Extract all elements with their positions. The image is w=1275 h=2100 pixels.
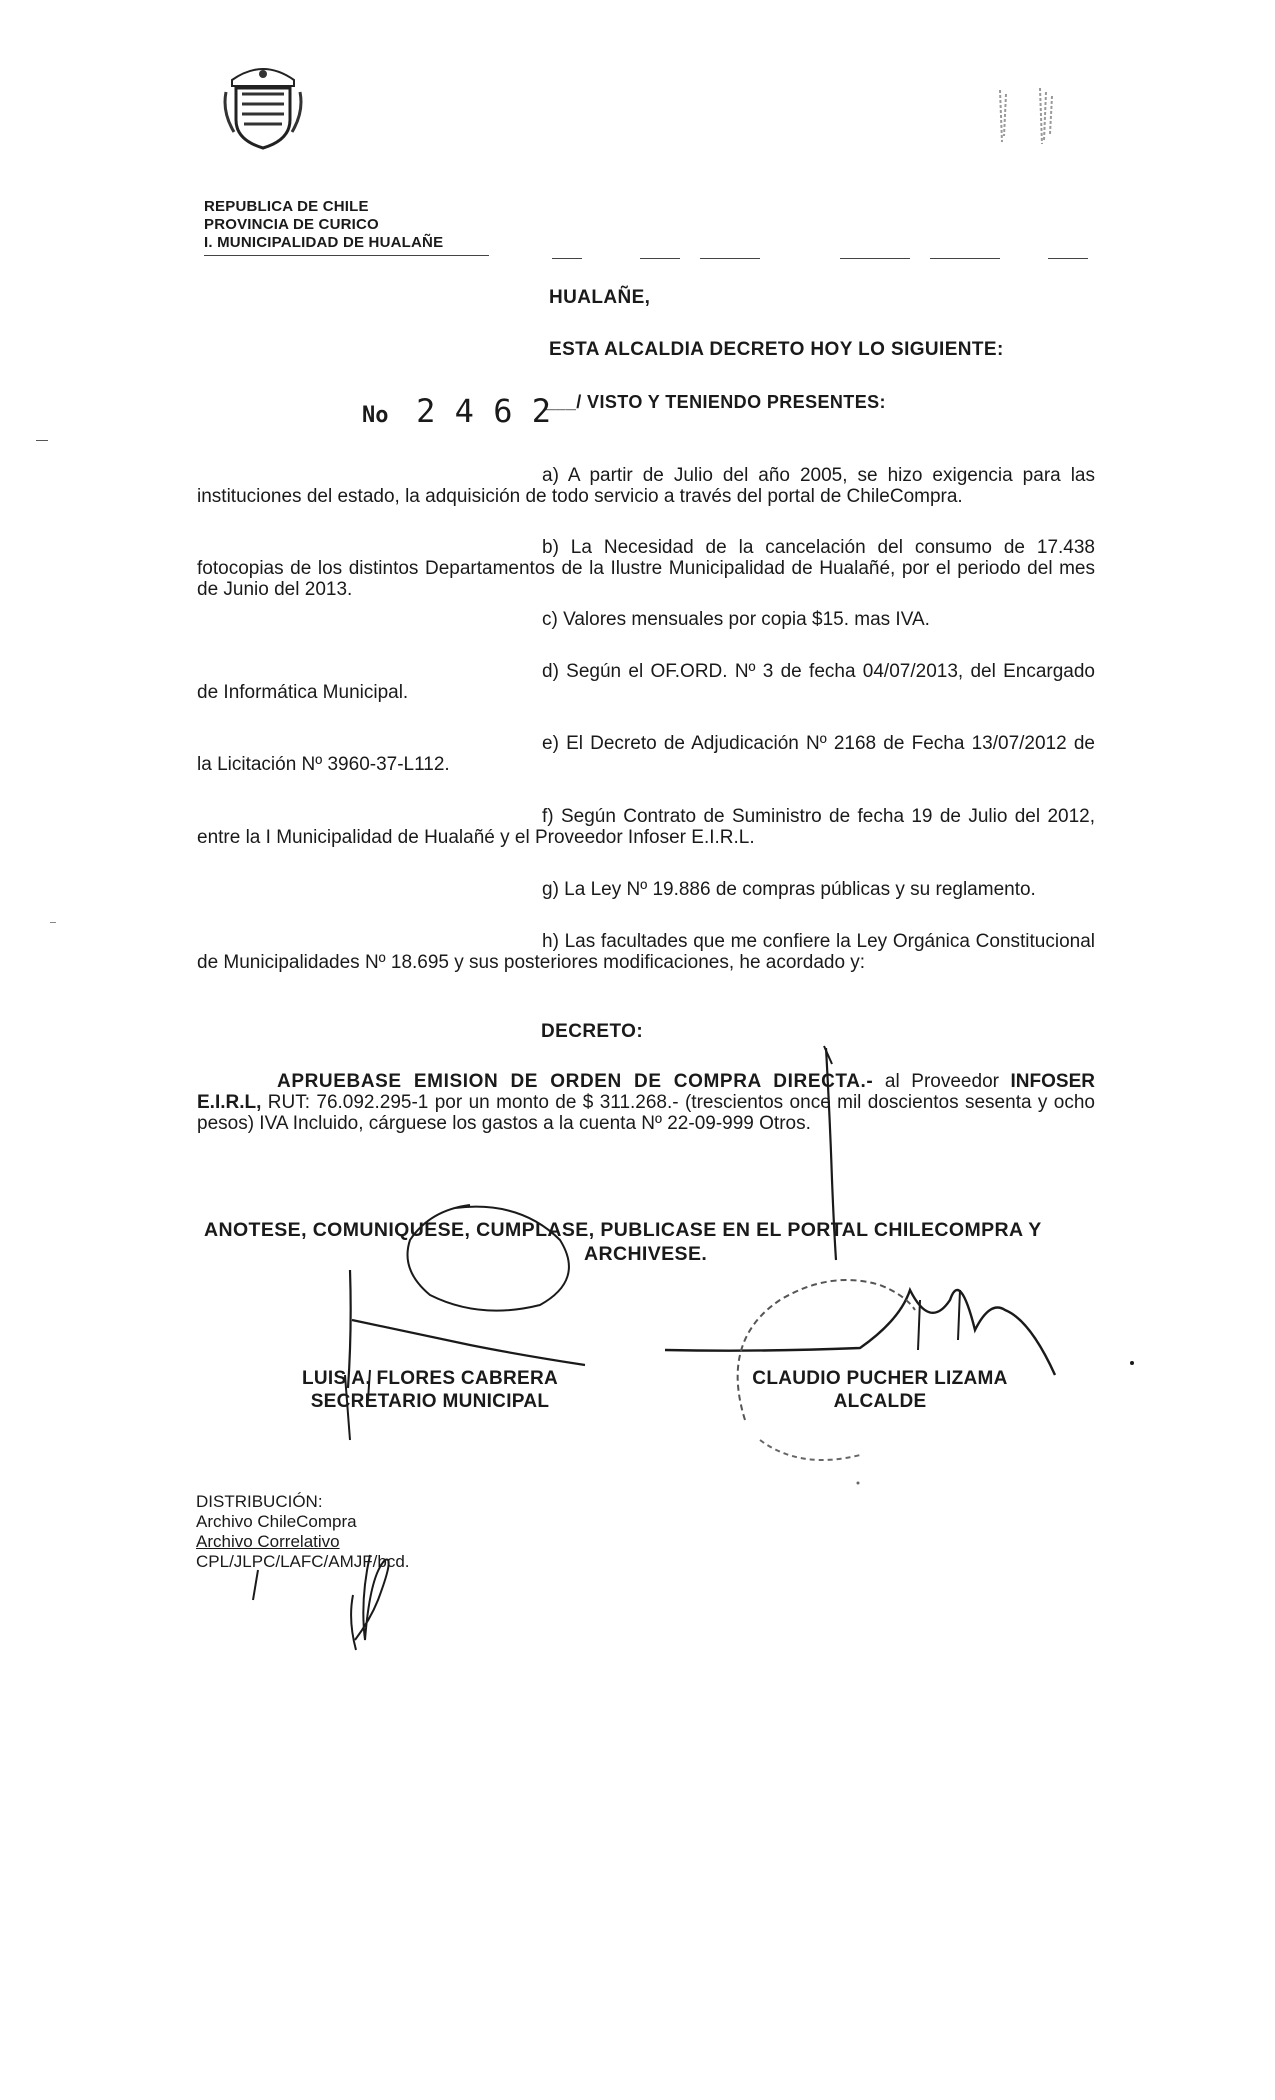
- secretary-role: SECRETARIO MUNICIPAL: [310, 1391, 550, 1412]
- secretary-name: LUIS A. FLORES CABRERA: [301, 1368, 559, 1389]
- decree-number-value: 2 4 6 2: [416, 392, 551, 430]
- item-d: d) Según el OF.ORD. Nº 3 de fecha 04/07/2013, del Encargado de Informática Municipal.: [197, 661, 1095, 703]
- distribution-line-1: Archivo ChileCompra: [196, 1512, 357, 1531]
- item-h: h) Las facultades que me confiere la Ley Orgánica Constitucional de Municipalidades Nº 18.695 y sus posteriores modificaciones, he acordado y:: [197, 931, 1095, 973]
- date-line-3: [700, 258, 760, 259]
- left-margin-dots: [50, 922, 56, 923]
- faint-stamp-marks: [994, 86, 1064, 146]
- decreto-provider: INFOSER E.I.R.L,: [197, 1071, 1095, 1113]
- decreto-rest: RUT: 76.092.295-1 por un monto de $ 311.268.- (trescientos once mil doscientos sesenta y ocho pesos) IVA Incluido, cárguese los gastos a la cuenta Nº 22-09-999 Otros.: [197, 1092, 1095, 1134]
- place-label: HUALAÑE,: [549, 287, 651, 308]
- decreto-lead-text: al Proveedor: [873, 1071, 1011, 1092]
- header-country: REPUBLICA DE CHILE: [204, 198, 369, 215]
- header-province: PROVINCIA DE CURICO: [204, 216, 379, 233]
- decreto-title: DECRETO:: [541, 1021, 644, 1042]
- date-line-6: [1048, 258, 1088, 259]
- date-line-2: [640, 258, 680, 259]
- header-rule: [204, 255, 489, 256]
- decreto-paragraph: [197, 1071, 1095, 1134]
- signatory-mayor: [720, 1367, 1040, 1413]
- distribution-block: [196, 1492, 410, 1572]
- decree-number-prefix: No: [362, 403, 389, 428]
- item-a: a) A partir de Julio del año 2005, se hizo exigencia para las instituciones del estado, la adquisición de todo servicio a través del portal de ChileCompra.: [197, 465, 1095, 507]
- visto-label: ___/ VISTO Y TENIENDO PRESENTES:: [545, 392, 886, 412]
- item-g: g) La Ley Nº 19.886 de compras públicas y su reglamento.: [542, 879, 1036, 900]
- date-line-4: [840, 258, 910, 259]
- item-f: f) Según Contrato de Suministro de fecha 19 de Julio del 2012, entre la I Municipalidad de Hualañé y el Proveedor Infoser E.I.R.L.: [197, 806, 1095, 848]
- closing-line-1: ANOTESE, COMUNIQUESE, CUMPLASE, PUBLICASE EN EL PORTAL CHILECOMPRA Y: [204, 1219, 1042, 1241]
- mayor-name: CLAUDIO PUCHER LIZAMA: [752, 1368, 1008, 1389]
- date-line-1: [552, 258, 582, 259]
- intro-line: ESTA ALCALDIA DECRETO HOY LO SIGUIENTE:: [549, 339, 1004, 360]
- header-municipality: I. MUNICIPALIDAD DE HUALAÑE: [204, 234, 444, 251]
- left-margin-mark: [36, 440, 48, 441]
- decree-number: [362, 392, 551, 430]
- distribution-title: DISTRIBUCIÓN:: [196, 1492, 323, 1511]
- mayor-role: ALCALDE: [833, 1391, 927, 1412]
- closing-line-2: ARCHIVESE.: [584, 1243, 708, 1265]
- coat-of-arms-logo: [222, 62, 304, 152]
- item-c: c) Valores mensuales por copia $15. mas IVA.: [542, 609, 930, 630]
- mayor-signature: [665, 1290, 1055, 1375]
- signatory-secretary: [235, 1367, 625, 1413]
- item-b: b) La Necesidad de la cancelación del consumo de 17.438 fotocopias de los distintos Departamentos de la Ilustre Municipalidad de Hualañé, por el periodo del mes de Junio del 2013.: [197, 537, 1095, 600]
- item-e: e) El Decreto de Adjudicación Nº 2168 de Fecha 13/07/2012 de la Licitación Nº 3960-37-L112.: [197, 733, 1095, 775]
- decreto-lead: APRUEBASE EMISION DE ORDEN DE COMPRA DIRECTA.-: [277, 1071, 874, 1092]
- date-line-5: [930, 258, 1000, 259]
- distribution-line-3: CPL/JLPC/LAFC/AMJF/bcd.: [196, 1552, 410, 1571]
- distribution-line-2: Archivo Correlativo: [196, 1532, 340, 1551]
